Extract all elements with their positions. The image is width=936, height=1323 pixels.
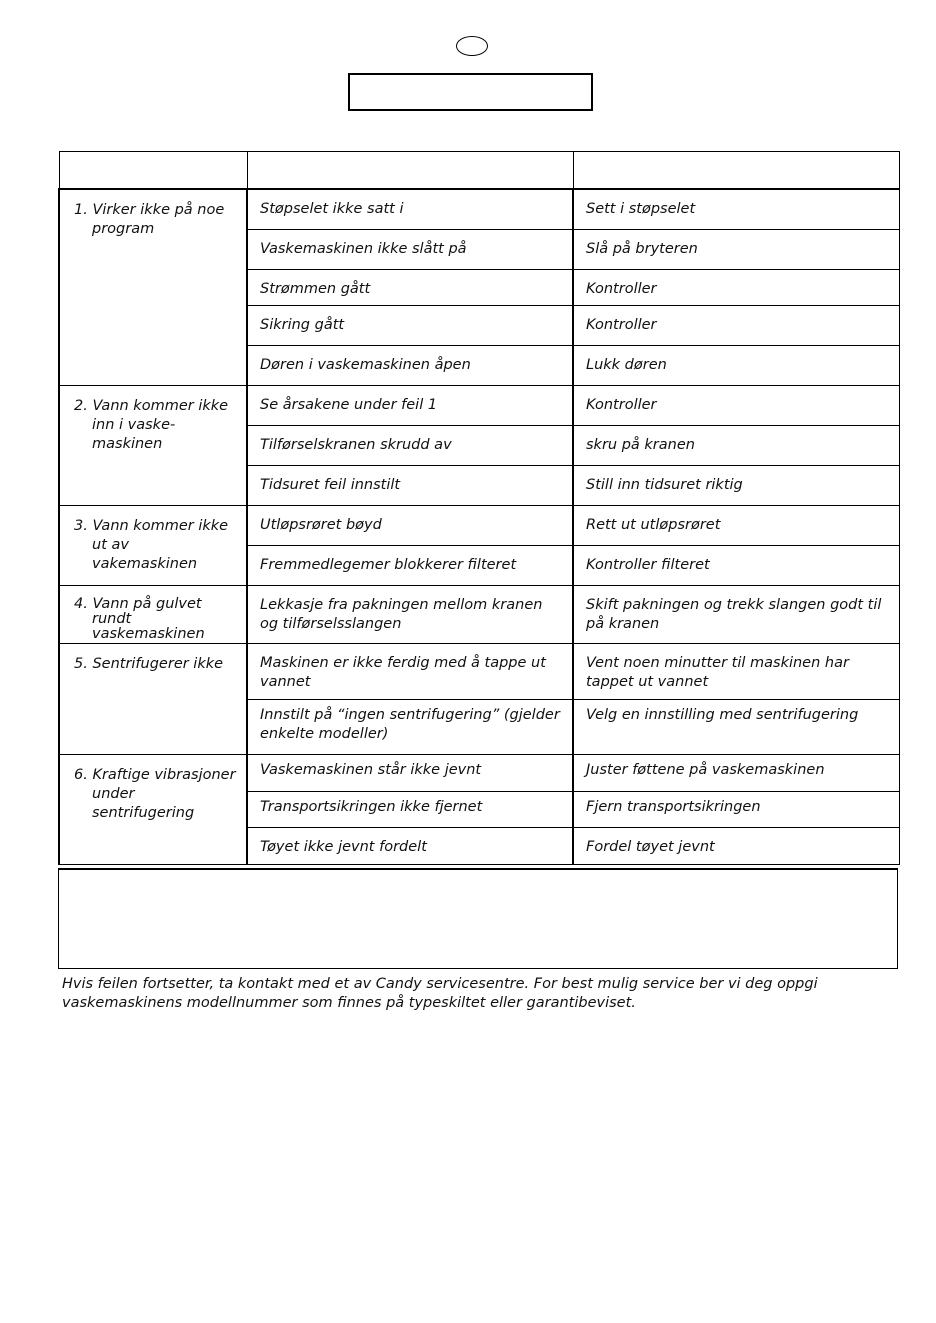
cause-cell xyxy=(247,305,573,345)
remedy-label: Kontroller filteret xyxy=(586,556,710,573)
table-row xyxy=(59,189,899,229)
cause-label: Støpselet ikke satt i xyxy=(260,201,404,217)
cause-cell xyxy=(247,754,573,791)
remedy-cell xyxy=(573,505,899,545)
cause-cell xyxy=(247,229,573,269)
table-row xyxy=(59,754,899,791)
table-row xyxy=(59,643,899,699)
cause-cell xyxy=(247,425,573,465)
header-remedy-cell xyxy=(573,152,899,190)
remedy-label: Kontroller xyxy=(586,396,657,413)
cause-cell xyxy=(247,699,573,754)
language-oval-icon xyxy=(456,36,488,56)
cause-cell xyxy=(247,643,573,699)
title-box xyxy=(348,73,593,111)
remedy-label: Kontroller xyxy=(586,280,657,297)
notes-box xyxy=(58,868,898,969)
cause-cell xyxy=(247,385,573,425)
problem-cell xyxy=(59,643,247,754)
remedy-label: Sett i støpselet xyxy=(586,201,696,217)
cause-cell xyxy=(247,791,573,827)
table-row xyxy=(59,585,899,643)
problem-cell xyxy=(59,385,247,505)
cause-label: Fremmedlegemer blokkerer filteret xyxy=(260,556,517,573)
remedy-cell xyxy=(573,545,899,585)
remedy-label: Skift pakningen og trekk slangen godt til på kranen xyxy=(586,596,882,632)
table-header-row xyxy=(59,152,899,190)
cause-cell xyxy=(247,505,573,545)
cause-label: Sikring gått xyxy=(260,316,345,333)
cause-cell xyxy=(247,269,573,305)
cause-label: Strømmen gått xyxy=(260,280,371,297)
remedy-cell xyxy=(573,827,899,864)
cause-label: Lekkasje fra pakningen mellom kranen og tilførselsslangen xyxy=(260,596,543,632)
cause-label: Utløpsrøret bøyd xyxy=(260,516,382,533)
cause-label: Innstilt på “ingen sentrifugering” (gjelder enkelte modeller) xyxy=(260,706,560,742)
cause-label: Se årsakene under feil 1 xyxy=(260,396,438,413)
cause-label: Vaskemaskinen ikke slått på xyxy=(260,240,467,257)
remedy-label: Fordel tøyet jevnt xyxy=(586,838,715,855)
cause-cell xyxy=(247,465,573,505)
remedy-label: Vent noen minutter til maskinen har tappet ut vannet xyxy=(586,654,849,690)
remedy-label: Fjern transportsikringen xyxy=(586,798,761,815)
problem-cell xyxy=(59,585,247,643)
remedy-cell xyxy=(573,189,899,229)
remedy-label: Still inn tidsuret riktig xyxy=(586,476,743,493)
problem-label: 3. Vann kommer ikke ut av vakemaskinen xyxy=(74,517,229,572)
remedy-cell xyxy=(573,229,899,269)
remedy-label: Velg en innstilling med sentrifugering xyxy=(586,706,859,723)
remedy-label: Kontroller xyxy=(586,316,657,333)
cause-label: Tidsuret feil innstilt xyxy=(260,476,401,493)
remedy-cell xyxy=(573,385,899,425)
table-row xyxy=(59,505,899,545)
cause-label: Transportsikringen ikke fjernet xyxy=(260,798,483,815)
remedy-cell xyxy=(573,699,899,754)
cause-cell xyxy=(247,189,573,229)
remedy-cell xyxy=(573,425,899,465)
remedy-cell xyxy=(573,269,899,305)
problem-label: 1. Virker ikke på noe program xyxy=(74,202,225,237)
problem-cell xyxy=(59,189,247,385)
cause-label: Maskinen er ikke ferdig med å tappe ut vannet xyxy=(260,654,546,690)
remedy-cell xyxy=(573,791,899,827)
remedy-cell xyxy=(573,585,899,643)
cause-cell xyxy=(247,545,573,585)
remedy-cell xyxy=(573,305,899,345)
cause-cell xyxy=(247,585,573,643)
remedy-label: Slå på bryteren xyxy=(586,240,698,257)
cause-cell xyxy=(247,827,573,864)
remedy-label: Juster føttene på vaskemaskinen xyxy=(586,761,825,778)
cause-label: Tilførselskranen skrudd av xyxy=(260,436,452,453)
problem-label: 4. Vann på gulvet rundt vaskemaskinen xyxy=(74,595,205,642)
remedy-cell xyxy=(573,345,899,385)
cause-cell xyxy=(247,345,573,385)
header-cause-cell xyxy=(247,152,573,190)
remedy-cell xyxy=(573,754,899,791)
problem-label: 6. Kraftige vibrasjoner under sentrifugering xyxy=(74,766,236,821)
cause-label: Tøyet ikke jevnt fordelt xyxy=(260,838,427,855)
remedy-cell xyxy=(573,643,899,699)
troubleshooting-table xyxy=(58,151,900,865)
problem-cell xyxy=(59,754,247,864)
table-row xyxy=(59,385,899,425)
footer-note: Hvis feilen fortsetter, ta kontakt med et av Candy servicesentre. For best mulig service ber vi deg oppgi vaskemaskinens modellnummer som finnes på typeskiltet eller garantibeviset. xyxy=(62,976,818,1011)
remedy-label: skru på kranen xyxy=(586,436,695,453)
cause-label: Døren i vaskemaskinen åpen xyxy=(260,356,471,373)
remedy-label: Lukk døren xyxy=(586,356,667,373)
problem-label: 5. Sentrifugerer ikke xyxy=(74,655,224,672)
problem-label: 2. Vann kommer ikke inn i vaske- maskinen xyxy=(74,397,229,452)
remedy-label: Rett ut utløpsrøret xyxy=(586,516,721,533)
cause-label: Vaskemaskinen står ikke jevnt xyxy=(260,761,482,778)
header-problem-cell xyxy=(59,152,247,190)
remedy-cell xyxy=(573,465,899,505)
problem-cell xyxy=(59,505,247,585)
